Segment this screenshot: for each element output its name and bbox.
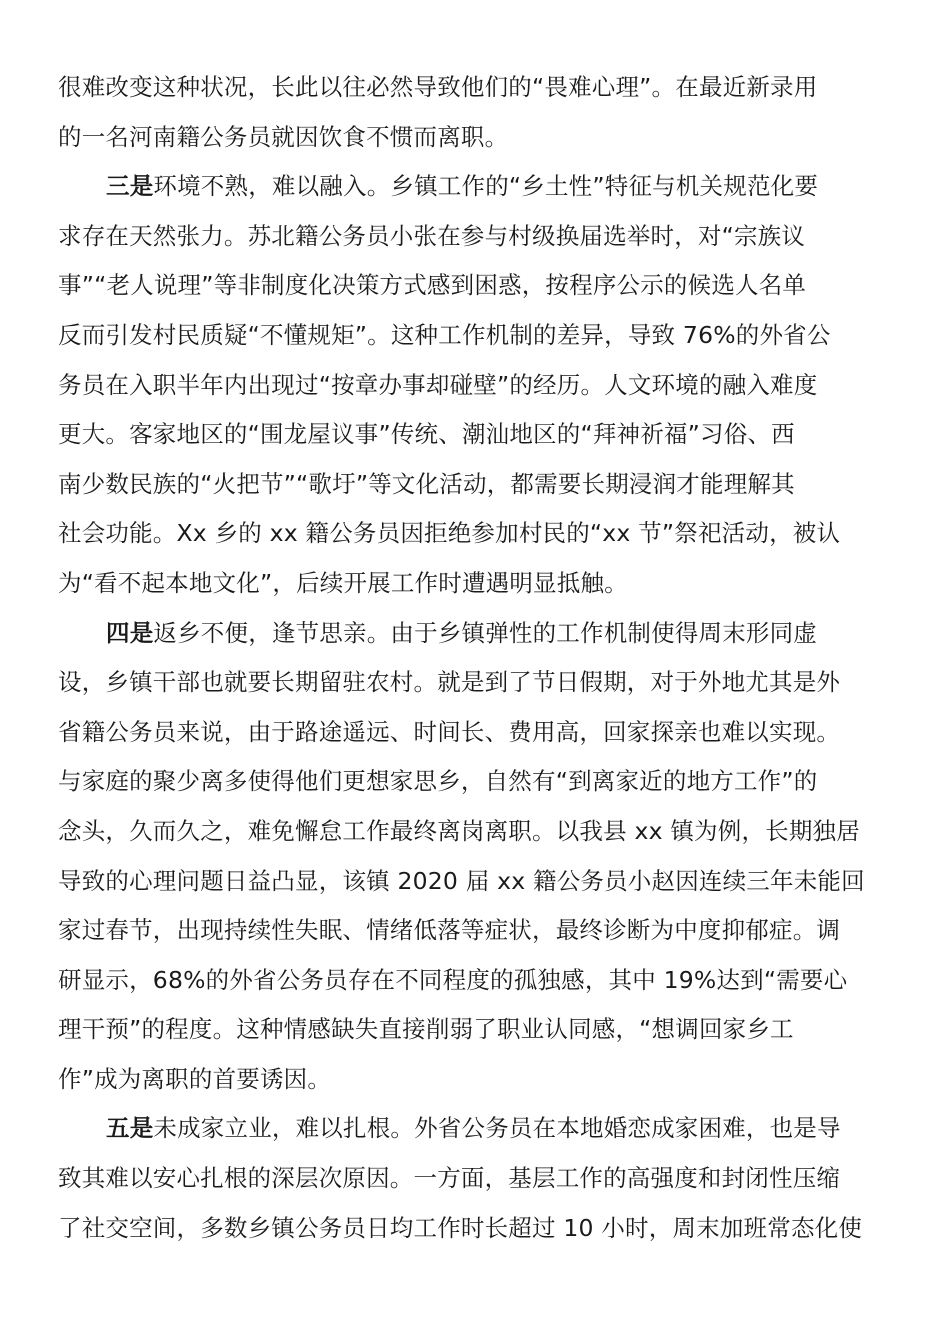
paragraph <box>58 63 898 162</box>
text-line: 反而引发村民质疑“不懂规矩”。这种工作机制的差异，导致 76%的外省公 <box>58 320 831 349</box>
text-line: 念头，久而久之，难免懈怠工作最终离岗离职。以我县 xx 镇为例，长期独居 <box>58 816 860 845</box>
text-line: 为“看不起本地文化”，后续开展工作时遭遇明显抵触。 <box>58 568 628 597</box>
text-line: 的一名河南籍公务员就因饮食不惯而离职。 <box>58 122 509 151</box>
text-line: 理干预”的程度。这种情感缺失直接削弱了职业认同感，“想调回家乡工 <box>58 1015 794 1044</box>
text-line: 设，乡镇干部也就要长期留驻农村。就是到了节日假期，对于外地尤其是外 <box>58 668 841 697</box>
text-line: 务员在入职半年内出现过“按章办事却碰壁”的经历。人文环境的融入难度 <box>58 370 818 399</box>
text-line: 更大。客家地区的“围龙屋议事”传统、潮汕地区的“拜神祈福”习俗、西 <box>58 420 795 449</box>
text-line: 事”“老人说理”等非制度化决策方式感到困惑，按程序公示的候选人名单 <box>58 271 807 300</box>
text-line <box>58 162 898 212</box>
text-line: 了社交空间，多数乡镇公务员日均工作时长超过 10 小时，周末加班常态化使 <box>58 1213 863 1242</box>
text-line: 导致的心理问题日益凸显，该镇 2020 届 xx 籍公务员小赵因连续三年未能回 <box>58 866 865 895</box>
paragraph-lead: 四是 <box>106 618 154 647</box>
text-line: 南少数民族的“火把节”“歌圩”等文化活动，都需要长期浸润才能理解其 <box>58 469 795 498</box>
paragraph <box>58 1104 898 1253</box>
document-body <box>58 63 898 1253</box>
paragraph-lead: 五是 <box>106 1114 154 1143</box>
text-line: 作”成为离职的首要诱因。 <box>58 1064 332 1093</box>
text-line: 研显示，68%的外省公务员存在不同程度的孤独感，其中 19%达到“需要心 <box>58 965 848 994</box>
text-line: 求存在天然张力。苏北籍公务员小张在参与村级换届选举时，对“宗族议 <box>58 221 806 250</box>
text-run: 环境不熟，难以融入。乡镇工作的“乡土性”特征与机关规范化要 <box>153 172 819 201</box>
text-line <box>58 1104 898 1154</box>
text-line: 家过春节，出现持续性失眠、情绪低落等症状，最终诊断为中度抑郁症。调 <box>58 916 841 945</box>
text-line: 很难改变这种状况，长此以往必然导致他们的“畏难心理”。在最近新录用 <box>58 73 818 101</box>
text-run: 未成家立业，难以扎根。外省公务员在本地婚恋成家困难，也是导 <box>153 1114 841 1143</box>
text-line <box>58 609 898 659</box>
text-line: 致其难以安心扎根的深层次原因。一方面，基层工作的高强度和封闭性压缩 <box>58 1164 841 1193</box>
paragraph <box>58 162 898 608</box>
text-run: 返乡不便，逢节思亲。由于乡镇弹性的工作机制使得周末形同虚 <box>153 618 818 647</box>
text-line: 省籍公务员来说，由于路途遥远、时间长、费用高，回家探亲也难以实现。 <box>58 717 841 746</box>
text-line: 与家庭的聚少离多使得他们更想家思乡，自然有“到离家近的地方工作”的 <box>58 767 818 796</box>
paragraph <box>58 609 898 1105</box>
paragraph-lead: 三是 <box>106 172 154 201</box>
text-line: 社会功能。Xx 乡的 xx 籍公务员因拒绝参加村民的“xx 节”祭祀活动，被认 <box>58 519 841 548</box>
